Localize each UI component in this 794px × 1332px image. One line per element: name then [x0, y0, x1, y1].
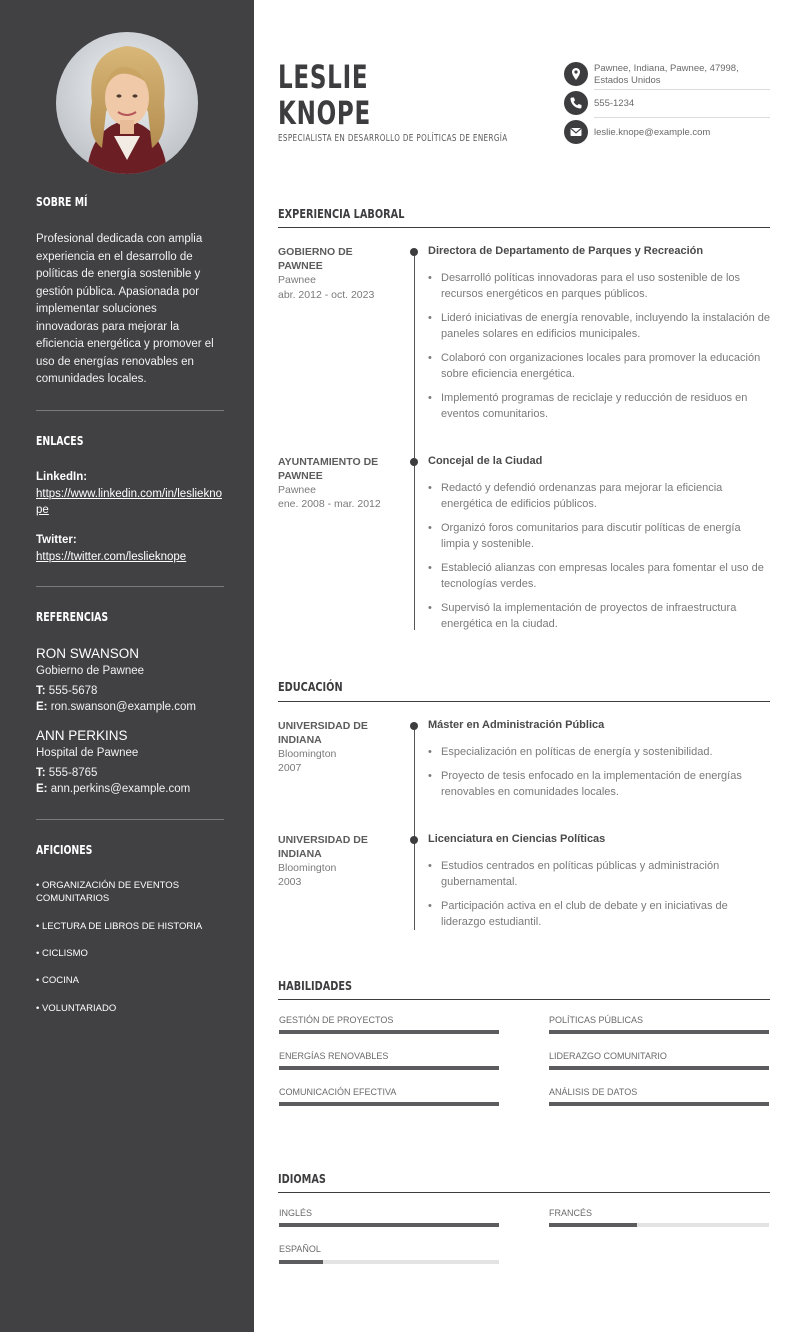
skill-bar-fill [549, 1102, 769, 1106]
timeline-line [414, 252, 415, 630]
education-school: UNIVERSIDAD DE INDIANA [278, 720, 368, 746]
skill-label: GESTIÓN DE PROYECTOS [279, 1015, 394, 1025]
timeline-dot [410, 458, 418, 466]
language-bar [279, 1260, 499, 1264]
timeline-dot [410, 248, 418, 256]
job-organization: AYUNTAMIENTO DE PAWNEE [278, 456, 379, 482]
skill-label: POLÍTICAS PÚBLICAS [549, 1015, 644, 1025]
education-bullet: • Proyecto de tesis enfocado en la implementación de energías renovables en comunidades locales. [428, 768, 770, 800]
skill-bar-fill [279, 1030, 499, 1034]
section-rule [278, 701, 770, 702]
skill-bar [279, 1066, 499, 1070]
skill-bar-fill [279, 1102, 499, 1106]
reference-email: E: ron.swanson@example.com [36, 701, 196, 713]
skill-bar-fill [279, 1066, 499, 1070]
job-dates: ene. 2008 - mar. 2012 [278, 498, 381, 510]
links-heading: ENLACES [36, 434, 84, 448]
profile-photo [56, 32, 198, 174]
skill-label: ANÁLISIS DE DATOS [549, 1087, 638, 1097]
education-degree: Licenciatura en Ciencias Políticas [428, 833, 606, 845]
education-year: 2003 [278, 876, 302, 888]
reference-name: ANN PERKINS [36, 728, 128, 743]
about-text: Profesional dedicada con amplia experiencia en el desarrollo de políticas de energía sostenible y gestión pública. Apasionada por implementar soluciones innovadoras para mejorar la eficiencia energética y promover el uso de energías renovables en comunidades locales. [36, 233, 214, 385]
hobby-item: • LECTURA DE LIBROS DE HISTORIA [36, 921, 203, 932]
contact-address: Pawnee, Indiana, Pawnee, 47998, Estados Unidos [594, 63, 739, 86]
divider [36, 819, 224, 820]
hobby-item: • CICLISMO [36, 948, 88, 959]
job-bullet: • Redactó y defendió ordenanzas para mejorar la eficiencia energética de edificios públicos. [428, 480, 770, 512]
job-bullet: • Estableció alianzas con empresas locales para fomentar el uso de tecnologías verdes. [428, 560, 770, 592]
skill-label: COMUNICACIÓN EFECTIVA [279, 1087, 397, 1097]
twitter-link[interactable]: https://twitter.com/leslieknope [36, 551, 187, 563]
skill-bar-fill [549, 1030, 769, 1034]
language-bar-fill [279, 1260, 323, 1264]
timeline-line [414, 726, 415, 930]
skills-heading: HABILIDADES [278, 978, 353, 993]
skill-bar [549, 1030, 769, 1034]
job-bullet: • Supervisó la implementación de proyectos de infraestructura energética en la ciudad. [428, 600, 770, 632]
location-icon [564, 62, 588, 86]
phone-icon [564, 91, 588, 115]
language-bar [549, 1223, 769, 1227]
job-role: Concejal de la Ciudad [428, 455, 543, 467]
education-location: Bloomington [278, 748, 337, 760]
skill-label: ENERGÍAS RENOVABLES [279, 1051, 389, 1061]
skill-bar [549, 1066, 769, 1070]
email-icon [564, 120, 588, 144]
linkedin-link[interactable]: https://www.linkedin.com/in/leslieknope [36, 488, 222, 516]
education-bullet: • Especialización en políticas de energía y sostenibilidad. [428, 744, 770, 760]
job-location: Pawnee [278, 274, 316, 286]
hobby-item: • COCINA [36, 975, 79, 986]
reference-org: Hospital de Pawnee [36, 747, 139, 759]
experience-heading: EXPERIENCIA LABORAL [278, 206, 405, 221]
reference-name: RON SWANSON [36, 646, 140, 661]
divider [594, 89, 770, 90]
job-bullet: • Lideró iniciativas de energía renovable, incluyendo la instalación de paneles solares en edificios municipales. [428, 310, 770, 342]
section-rule [278, 1192, 770, 1193]
section-rule [278, 999, 770, 1000]
education-heading: EDUCACIÓN [278, 679, 343, 694]
job-bullet: • Implementó programas de reciclaje y reducción de residuos en eventos comunitarios. [428, 390, 770, 422]
contact-phone: 555-1234 [594, 98, 635, 109]
linkedin-label: LinkedIn: [36, 471, 88, 483]
contact-email: leslie.knope@example.com [594, 127, 711, 138]
timeline-dot [410, 722, 418, 730]
skill-bar [279, 1030, 499, 1034]
education-year: 2007 [278, 762, 302, 774]
references-heading: REFERENCIAS [36, 610, 109, 624]
hobbies-heading: AFICIONES [36, 843, 93, 857]
skill-bar-fill [549, 1066, 769, 1070]
section-rule [278, 227, 770, 228]
education-bullet: • Participación activa en el club de debate y en iniciativas de liderazgo estudiantil. [428, 898, 770, 930]
education-school: UNIVERSIDAD DE INDIANA [278, 834, 368, 860]
divider [594, 117, 770, 118]
divider [36, 410, 224, 411]
about-heading: SOBRE MÍ [36, 195, 88, 209]
last-name: KNOPE [278, 94, 371, 132]
first-name: LESLIE [278, 58, 369, 96]
job-role: Directora de Departamento de Parques y Recreación [428, 245, 704, 257]
language-label: INGLÉS [279, 1208, 313, 1218]
skill-bar [279, 1102, 499, 1106]
language-bar [279, 1223, 499, 1227]
hobby-item: • VOLUNTARIADO [36, 1003, 117, 1014]
sidebar [0, 0, 254, 1332]
timeline-dot [410, 836, 418, 844]
hobby-item: • ORGANIZACIÓN DE EVENTOS COMUNITARIOS [36, 880, 180, 904]
reference-phone: T: 555-5678 [36, 685, 98, 697]
education-bullet: • Estudios centrados en políticas públicas y administración gubernamental. [428, 858, 770, 890]
education-location: Bloomington [278, 862, 337, 874]
skill-bar [549, 1102, 769, 1106]
language-label: ESPAÑOL [279, 1244, 321, 1254]
job-bullet: • Organizó foros comunitarios para discutir políticas de energía limpia y sostenible. [428, 520, 770, 552]
job-bullet: • Colaboró con organizaciones locales para promover la educación sobre eficiencia energética. [428, 350, 770, 382]
languages-heading: IDIOMAS [278, 1171, 326, 1186]
language-label: FRANCÉS [549, 1208, 593, 1218]
job-organization: GOBIERNO DE PAWNEE [278, 246, 353, 272]
job-title: ESPECIALISTA EN DESARROLLO DE POLÍTICAS DE ENERGÍA [278, 133, 508, 144]
reference-phone: T: 555-8765 [36, 767, 98, 779]
language-bar-fill [549, 1223, 637, 1227]
divider [36, 586, 224, 587]
skill-label: LIDERAZGO COMUNITARIO [549, 1051, 667, 1061]
job-bullet: • Desarrolló políticas innovadoras para el uso sostenible de los recursos energéticos en parques públicos. [428, 270, 770, 302]
job-location: Pawnee [278, 484, 316, 496]
reference-org: Gobierno de Pawnee [36, 665, 145, 677]
job-dates: abr. 2012 - oct. 2023 [278, 289, 375, 301]
reference-email: E: ann.perkins@example.com [36, 783, 191, 795]
language-bar-fill [279, 1223, 499, 1227]
twitter-label: Twitter: [36, 534, 77, 546]
education-degree: Máster en Administración Pública [428, 719, 605, 731]
